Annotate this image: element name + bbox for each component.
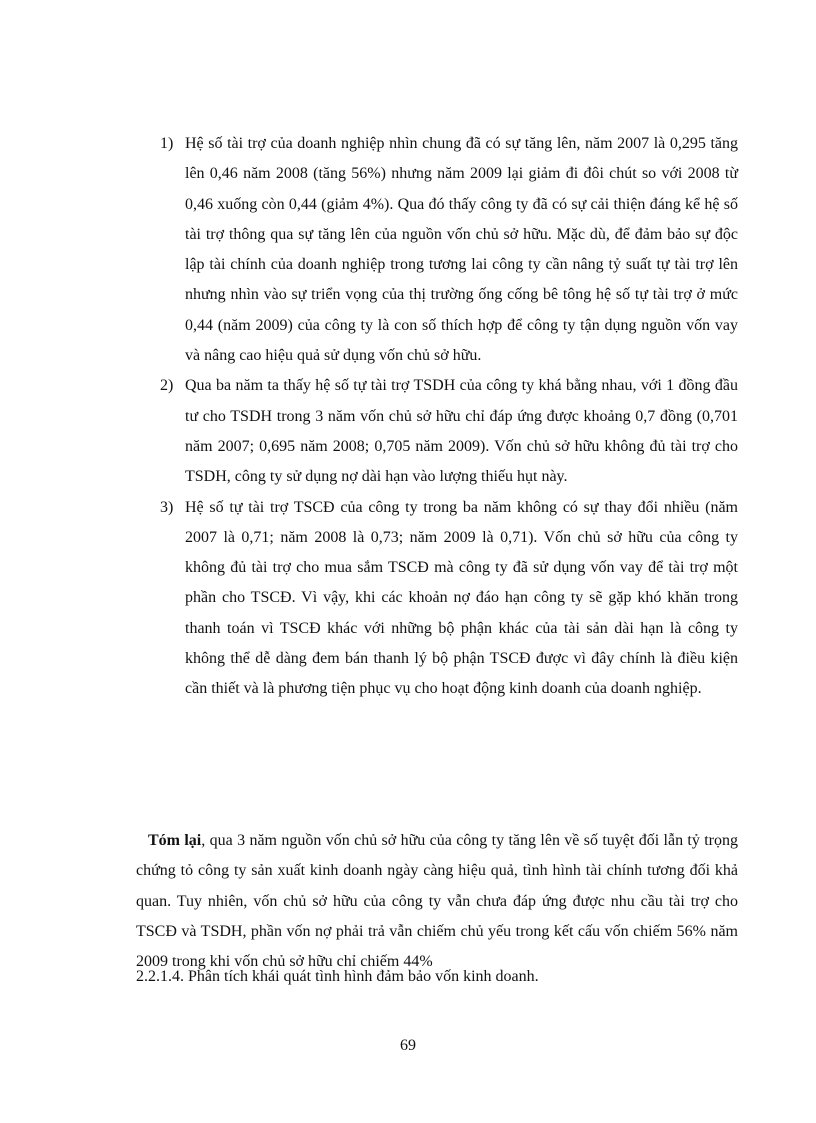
list-item-number: 3) [160, 498, 174, 516]
page-number: 69 [400, 1037, 416, 1054]
list-item [160, 493, 738, 705]
summary-lead: Tóm lại [148, 832, 202, 849]
list-item-number: 2) [160, 377, 174, 395]
list-item-text: Qua ba năm ta thấy hệ số tự tài trợ TSDH của công ty khá bằng nhau, với 1 đồng đầu tư cho TSDH trong 3 năm vốn chủ sở hữu chỉ đáp ứng được khoảng 0,7 đồng (0,701 năm 2007; 0,695 năm 2008; 0,705 năm 2009). Vốn chủ sở hữu không đủ tài trợ cho TSDH, công ty sử dụng nợ dài hạn vào lượng thiếu hụt này. [185, 377, 738, 486]
summary-paragraph [136, 826, 738, 977]
list-item-text: Hệ số tự tài trợ TSCĐ của công ty trong ba năm không có sự thay đổi nhiều (năm 2007 là 0,71; năm 2008 là 0,73; năm 2009 là 0,71). Vốn chủ sở hữu của công ty không đủ tài trợ cho mua sắm TSCĐ mà công ty đã sử dụng vốn vay để tài trợ một phần cho TSCĐ. Vì vậy, khi các khoản nợ đáo hạn công ty sẽ gặp khó khăn trong thanh toán vì TSCĐ khác với những bộ phận khác của tài sản dài hạn là công ty không thể dễ dàng đem bán thanh lý bộ phận TSCĐ được vì đây chính là điều kiện cần thiết và là phương tiện phục vụ cho hoạt động kinh doanh của doanh nghiệp. [185, 498, 738, 698]
list-item [160, 371, 738, 492]
list-item-text: Hệ số tài trợ của doanh nghiệp nhìn chung đã có sự tăng lên, năm 2007 là 0,295 tăng lên 0,46 năm 2008 (tăng 56%) nhưng năm 2009 lại giảm đi đôi chút so với 2008 từ 0,46 xuống còn 0,44 (giảm 4%). Qua đó thấy công ty đã có sự cải thiện đáng kể hệ số tài trợ thông qua sự tăng lên của nguồn vốn chủ sở hữu. Mặc dù, để đảm bảo sự độc lập tài chính của doanh nghiệp trong tương lai công ty cần nâng tỷ suất tự tài trợ lên nhưng nhìn vào sự triển vọng của thị trường ống cống bê tông hệ số tự tài trợ ở mức 0,44 (năm 2009) của công ty là con số thích hợp để công ty tận dụng nguồn vốn vay và nâng cao hiệu quả sử dụng vốn chủ sở hữu. [185, 135, 738, 365]
list-item [160, 129, 738, 371]
summary-text: , qua 3 năm nguồn vốn chủ sở hữu của công ty tăng lên về số tuyệt đối lẫn tỷ trọng chứng tỏ công ty sản xuất kinh doanh ngày càng hiệu quả, tình hình tài chính tương đối khả quan. Tuy nhiên, vốn chủ sở hữu của công ty vẫn chưa đáp ứng được nhu cầu tài trợ cho TSCĐ và TSDH, phần vốn nợ phải trả vẫn chiếm chủ yếu trong kết cấu vốn chiếm 56% năm 2009 trong khi vốn chủ sở hữu chỉ chiếm 44% [136, 832, 739, 971]
numbered-list [160, 129, 738, 705]
section-heading: 2.2.1.4. Phân tích khái quát tình hình đảm bảo vốn kinh doanh. [136, 968, 539, 985]
list-item-number: 1) [160, 135, 174, 152]
